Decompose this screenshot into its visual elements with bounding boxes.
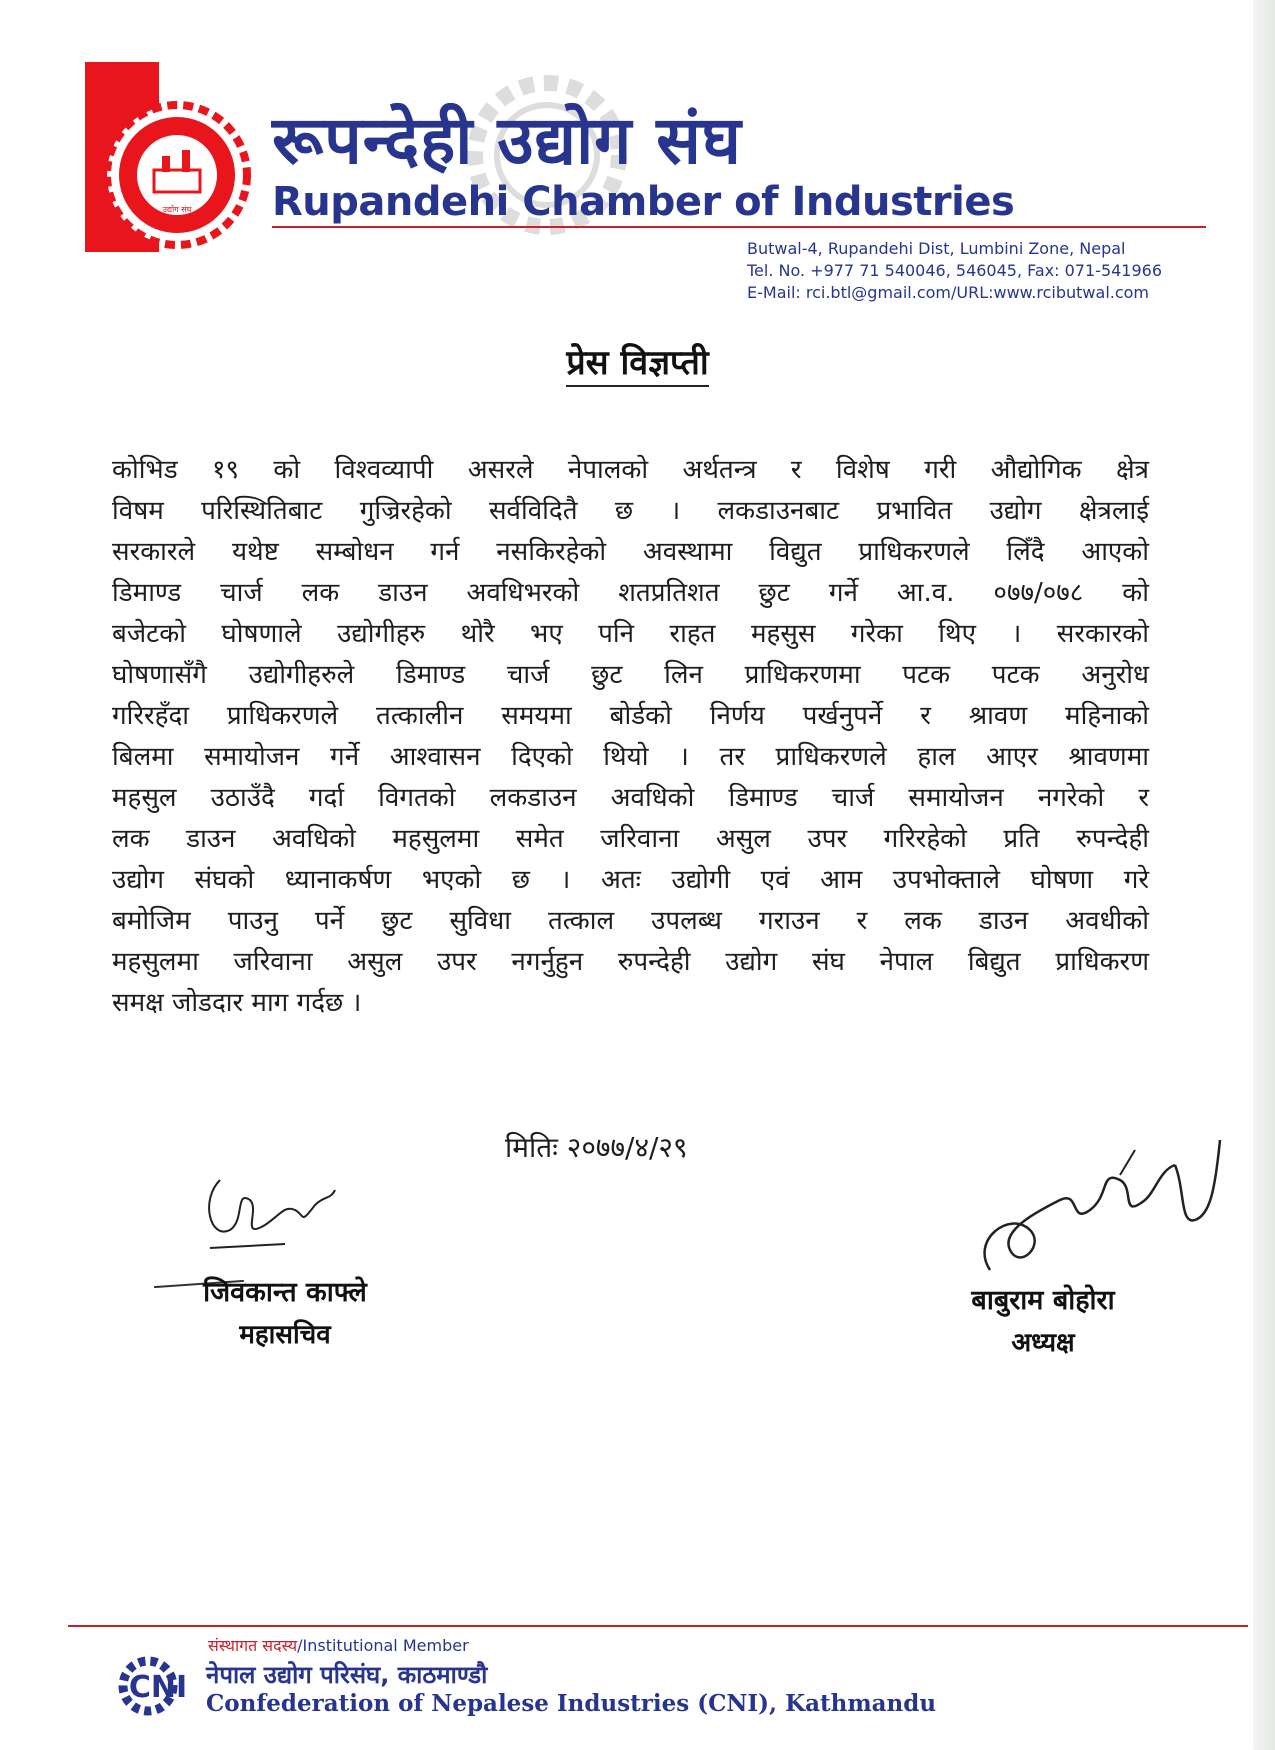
cni-name-nepali: नेपाल उद्योग परिसंघ, काठमाण्डौ	[206, 1661, 488, 1689]
body-line: बमोजिम पाउनु पर्ने छुट सुविधा तत्काल उपलब्ध गराउन र लक डाउन अवधीको	[112, 906, 1149, 936]
document-title: प्रेस विज्ञप्ती	[0, 338, 1275, 384]
signatory-left-role: महासचिव	[239, 1320, 331, 1350]
footer-divider	[68, 1625, 1248, 1627]
phone: Tel. No. +977 71 540046, 546045, Fax: 071-541966	[747, 261, 1163, 280]
body-line: बजेटको घोषणाले उद्योगीहरु थोरै भए पनि राहत महसुस गरेका थिए । सरकारको	[112, 619, 1149, 649]
body-line: घोषणासँगै उद्योगीहरुले डिमाण्ड चार्ज छुट लिन प्राधिकरणमा पटक पटक अनुरोध	[112, 660, 1149, 690]
svg-text:CNI: CNI	[128, 1670, 188, 1705]
header-divider	[272, 226, 1206, 228]
signature-right-scribble	[970, 1130, 1230, 1290]
signatory-right-role: अध्यक्ष	[1011, 1328, 1075, 1358]
chamber-gear-logo	[102, 100, 252, 250]
page-edge	[1253, 0, 1275, 1750]
signatory-left	[160, 1272, 410, 1351]
body-line: उद्योग संघको ध्यानाकर्षण भएको छ । अतः उद्योगी एवं आम उपभोक्ताले घोषणा गरे	[112, 865, 1149, 895]
date: मितिः २०७७/४/२९	[505, 1131, 688, 1164]
contact-block	[747, 238, 1162, 304]
svg-text:उद्योग संघ: उद्योग संघ	[162, 205, 192, 214]
body-line: डिमाण्ड चार्ज लक डाउन अवधिभरको शतप्रतिशत छुट गर्ने आ.व. ०७७/०७८ को	[112, 578, 1149, 608]
signatory-left-name: जिवकान्त काफ्ले	[203, 1277, 367, 1308]
member-label-np: संस्थागत सदस्य	[208, 1636, 298, 1655]
org-name-english: Rupandehi Chamber of Industries	[272, 179, 1015, 225]
body-line: बिलमा समायोजन गर्ने आश्वासन दिएको थियो । तर प्राधिकरणले हाल आएर श्रावणमा	[112, 742, 1149, 772]
body-line: कोभिड १९ को विश्वव्यापी असरले नेपालको अर्थतन्त्र र विशेष गरी औद्योगिक क्षेत्र	[112, 455, 1149, 485]
signatory-right-name: बाबुराम बोहोरा	[971, 1285, 1115, 1316]
body-line: महसुल उठाउँदै गर्दा विगतको लकडाउन अवधिको डिमाण्ड चार्ज समायोजन नगरेको र	[112, 783, 1149, 813]
address: Butwal-4, Rupandehi Dist, Lumbini Zone, Nepal	[747, 239, 1126, 258]
org-name-nepali: रूपन्देही उद्योग संघ	[272, 102, 742, 179]
institutional-member-label	[208, 1634, 469, 1656]
cni-name-english: Confederation of Nepalese Industries (CNI), Kathmandu	[206, 1690, 937, 1717]
body-line: समक्ष जोडदार माग गर्दछ ।	[112, 988, 362, 1018]
email: E-Mail: rci.btl@gmail.com/URL:www.rcibutwal.com	[747, 283, 1150, 302]
body-line: लक डाउन अवधिको महसुलमा समेत जरिवाना असुल उपर गरिरहेको प्रति रुपन्देही	[112, 824, 1149, 854]
body-line: विषम परिस्थितिबाट गुज्रिरहेको सर्वविदितै छ । लकडाउनबाट प्रभावित उद्योग क्षेत्रलाई	[112, 496, 1149, 526]
member-label-en: /Institutional Member	[297, 1636, 469, 1655]
signatory-right	[938, 1280, 1148, 1359]
body-line: सरकारले यथेष्ट सम्बोधन गर्न नसकिरहेको अवस्थामा विद्युत प्राधिकरणले लिँदै आएको	[112, 537, 1149, 567]
body-line: महसुलमा जरिवाना असुल उपर नगर्नुहुन रुपन्देही उद्योग संघ नेपाल बिद्युत प्राधिकरण	[112, 947, 1149, 977]
signature-left-scribble	[190, 1170, 350, 1260]
cni-gear-logo	[118, 1655, 196, 1717]
body-line: गरिरहँदा प्राधिकरणले तत्कालीन समयमा बोर्डको निर्णय पर्खनुपर्ने र श्रावण महिनाको	[112, 701, 1149, 731]
press-release-body	[112, 450, 1149, 1024]
